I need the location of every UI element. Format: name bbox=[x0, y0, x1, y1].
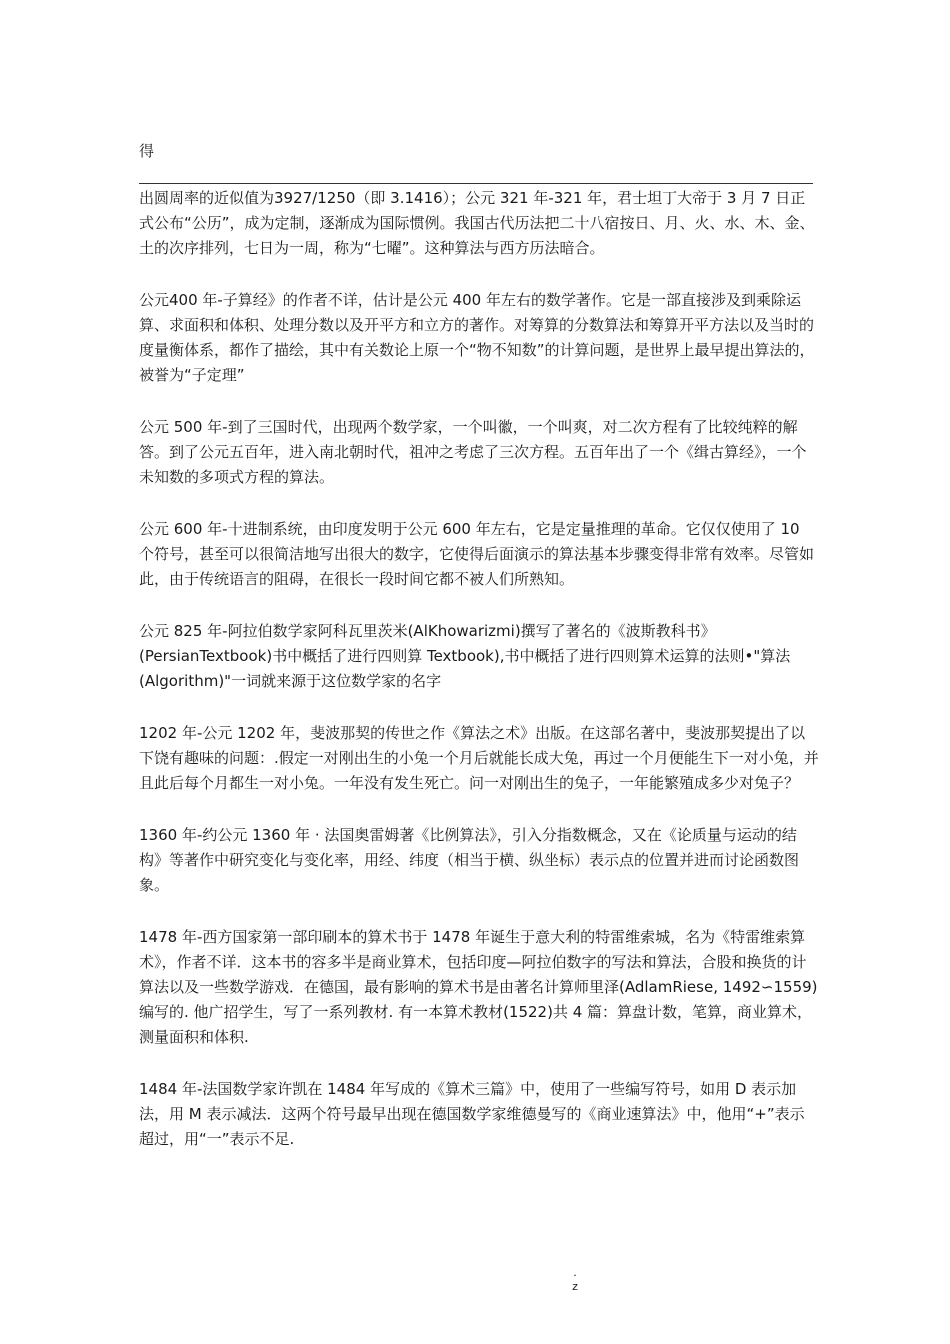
page-footer bbox=[540, 1266, 610, 1294]
paragraph-600: 公元 600 年-十进制系统，由印度发明于公元 600 年左右，它是定量推理的革命。它仅仅使用了 10 个符号，甚至可以很简洁地写出很大的数字，它使得后面演示的算法基本步骤变得非常有效率。尽管如此，由于传统语言的阻碍，在很长一段时间它都不被人们所熟知。 bbox=[139, 520, 815, 588]
paragraph-calendar: 出圆周率的近似值为3927/1250（即 3.1416）；公元 321 年-321 年，君士坦丁大帝于 3 月 7 日正式公布“公历”，成为定制，逐渐成为国际惯例。我国古代历法把二十八宿按日、月、火、水、木、金、土的次序排列，七日为一周，称为“七曜”。这种算法与西方历法暗合。 bbox=[139, 189, 815, 257]
paragraph-1202: 1202 年-公元 1202 年，斐波那契的传世之作《算法之术》出版。在这部名著中，斐波那契提出了以下饶有趣味的问题：.假定一对刚出生的小兔一个月后就能长成大兔，再过一个月便能生下一对小兔，并且此后每个月都生一对小兔。一年没有发生死亡。问一对刚出生的兔子，一年能繁殖成多少对兔子？ bbox=[139, 724, 819, 792]
header-word: 得 bbox=[139, 142, 155, 160]
paragraph-825: 公元 825 年-阿拉伯数学家阿科瓦里茨米(AlKhowarizmi)撰写了著名的《波斯教科书》(PersianTextbook)书中概括了进行四则算 Textbook),书中概括了进行四则算术运算的法则•"算法(Algorithm)"一词就来源于这位数学家的名字 bbox=[139, 622, 791, 690]
paragraph-1360: 1360 年-约公元 1360 年 · 法国奥雷姆著《比例算法》，引入分指数概念，又在《论质量与运动的结构》等著作中研究变化与变化率，用经、纬度（相当于横、纵坐标）表示点的位置并进而讨论函数图象。 bbox=[139, 826, 800, 894]
paragraph-400: 公元400 年-子算经》的作者不详，估计是公元 400 年左右的数学著作。它是一部直接涉及到乘除运算、求面积和体积、处理分数以及开平方和立方的著作。对筹算的分数算法和筹算开平方法以及当时的度量衡体系，都作了描绘，其中有关数论上原一个“物不知数”的计算问题，是世界上最早提出算法的，被誉为“子定理” bbox=[139, 291, 815, 384]
paragraph-1478: 1478 年-西方国家第一部印刷本的算术书于 1478 年诞生于意大利的特雷维索城，名为《特雷维索算术》，作者不详．这本书的容多半是商业算术，包括印度—阿拉伯数字的写法和算法，合股和换货的计算法以及一些数学游戏．在德国，最有影响的算术书是由著名计算师里泽(AdlamRiese, 1492∽1559)编写的. 他广招学生，写了一系列教材. 有一本算术教材(1522)共 4 篇：算盘计数，笔算，商业算术，测量面积和体积. bbox=[139, 928, 818, 1046]
footer-letter: z bbox=[572, 1280, 578, 1293]
header-rule bbox=[139, 183, 813, 184]
paragraph-500: 公元 500 年-到了三国时代，出现两个数学家，一个叫徽，一个叫爽，对二次方程有了比较纯粹的解答。到了公元五百年，进入南北朝时代，祖冲之考虑了三次方程。五百年出了一个《缉古算经》，一个未知数的多项式方程的算法。 bbox=[139, 418, 807, 486]
document-body bbox=[139, 186, 819, 1179]
paragraph-1484: 1484 年-法国数学家许凯在 1484 年写成的《算术三篇》中，使用了一些编写符号，如用 D 表示加法，用 M 表示减法．这两个符号最早出现在德国数学家维德曼写的《商业速算法》中，他用“+”表示超过，用“一”表示不足. bbox=[139, 1080, 805, 1148]
footer-dot: . bbox=[573, 1266, 577, 1279]
